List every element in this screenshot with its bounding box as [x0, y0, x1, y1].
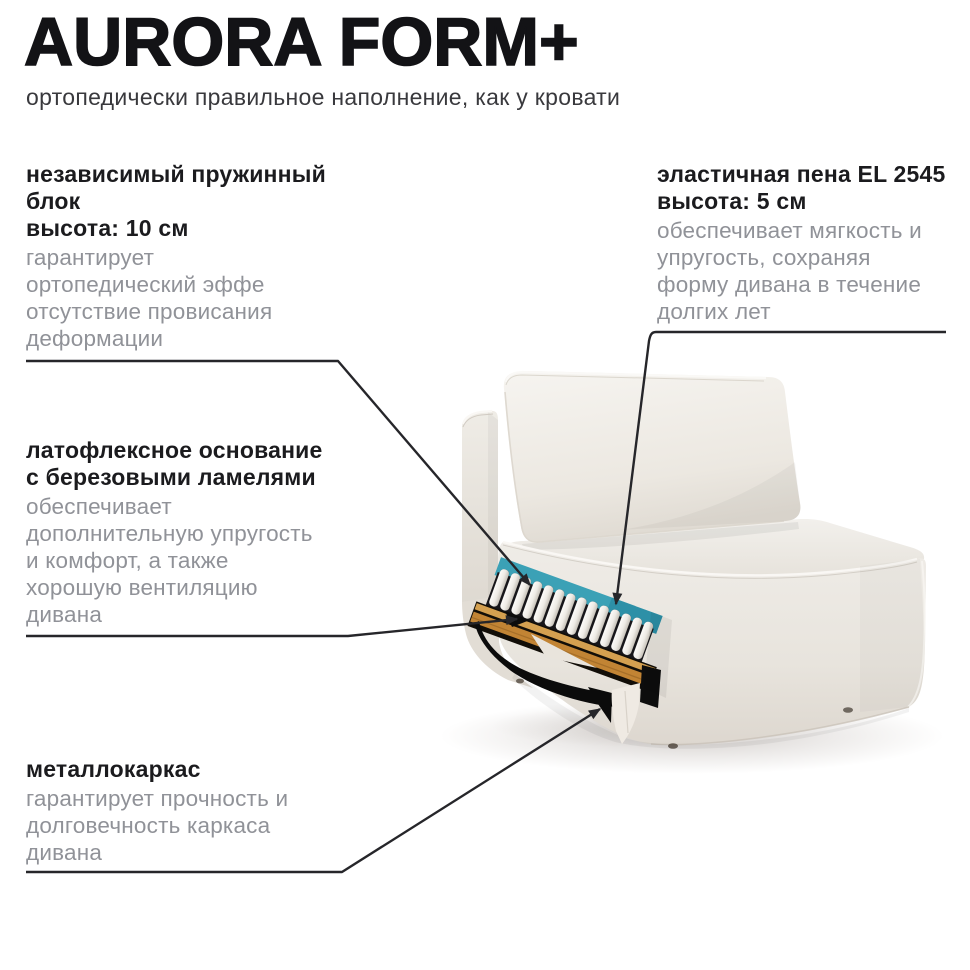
- page-subtitle: ортопедически правильное наполнение, как у кровати: [26, 84, 621, 110]
- annotation-desc-line: долгих лет: [657, 299, 771, 324]
- page-title: AURORA FORM+: [24, 4, 579, 80]
- annotation-title-line: высота: 5 см: [657, 188, 807, 214]
- annotation-desc-line: дивана: [26, 602, 103, 627]
- annotation-desc-line: обеспечивает мягкость и: [657, 218, 922, 243]
- sofa-back-panel: [462, 411, 498, 604]
- annotation-desc-line: упругость, сохраняя: [657, 245, 871, 270]
- annotation-title-line: с березовыми ламелями: [26, 464, 316, 490]
- annotation-desc-line: отсутствие провисания: [26, 299, 273, 324]
- annotation-title-line: независимый пружинный: [26, 161, 326, 187]
- annotation-desc-line: долговечность каркаса: [26, 813, 271, 838]
- annotation-metal-frame: [26, 756, 288, 866]
- back-pillow: [504, 371, 801, 542]
- annotation-title-line: высота: 10 см: [26, 215, 189, 241]
- annotation-desc-line: гарантирует: [26, 245, 155, 270]
- annotation-spring-block: [26, 161, 326, 352]
- annotation-desc-line: хорошую вентиляцию: [26, 575, 258, 600]
- annotation-title-line: металлокаркас: [26, 756, 201, 782]
- annotation-desc-line: дополнительную упругость: [26, 521, 313, 546]
- annotation-desc-line: ортопедический эффе: [26, 272, 265, 297]
- annotation-desc-line: гарантирует прочность и: [26, 786, 289, 811]
- annotation-desc-line: форму дивана в течение: [657, 272, 922, 297]
- annotation-desc-line: и комфорт, а также: [26, 548, 229, 573]
- annotation-desc-line: обеспечивает: [26, 494, 172, 519]
- annotation-desc-line: дивана: [26, 840, 103, 865]
- annotation-title-line: эластичная пена EL 2545: [657, 161, 946, 187]
- annotation-elastic-foam: [657, 161, 945, 325]
- annotation-title-line: латофлексное основание: [26, 437, 323, 463]
- annotation-latoflex-base: [26, 437, 323, 628]
- annotation-desc-line: деформации: [26, 326, 164, 351]
- annotation-title-line: блок: [26, 188, 81, 214]
